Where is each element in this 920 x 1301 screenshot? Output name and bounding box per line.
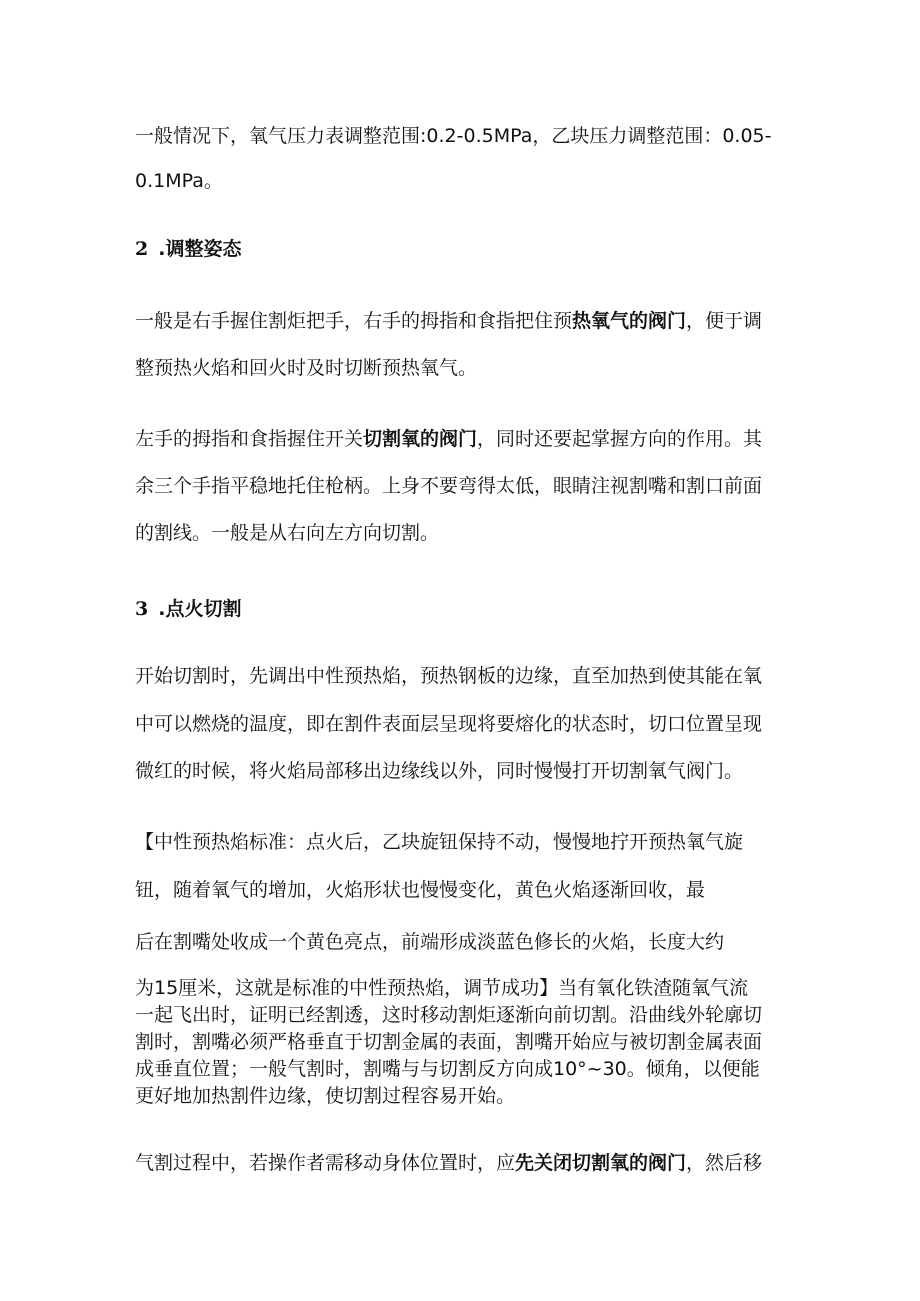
paragraph-line: 开始切割时，先调出中性预热焰，预热钢板的边缘，直至加热到使其能在氧 bbox=[135, 665, 763, 687]
paragraph-line: 整预热火焰和回火时及时切断预热氧气。 bbox=[135, 357, 478, 379]
paragraph-line: 的割线。一般是从右向左方向切割。 bbox=[135, 522, 440, 544]
section-title: .点火切割 bbox=[158, 598, 242, 620]
bold-text-span: 热氧气的阀门 bbox=[572, 310, 687, 332]
text-span: 左手的拇指和食指握住开关 bbox=[135, 428, 364, 450]
section-heading bbox=[135, 236, 241, 262]
text-span: 气割过程中，若操作者需移动身体位置时，应 bbox=[135, 1152, 516, 1174]
text-span: ，便于调 bbox=[686, 310, 763, 332]
paragraph-line: 一起飞出时，证明已经割透，这时移动割炬逐渐向前切割。沿曲线外轮廓切 bbox=[135, 1004, 763, 1026]
bold-text-span: 先关闭切割氧的阀门 bbox=[515, 1152, 687, 1174]
paragraph-line: 中可以燃烧的温度，即在割件表面层呈现将要熔化的状态时，切口位置呈现 bbox=[135, 713, 763, 735]
paragraph-line: 钮，随着氧气的增加，火焰形状也慢慢变化，黄色火焰逐渐回收，最 bbox=[135, 879, 706, 901]
paragraph-line: 微红的时候，将火焰局部移出边缘线以外，同时慢慢打开切割氧气阀门。 bbox=[135, 760, 744, 782]
text-span: ，然后移 bbox=[686, 1152, 763, 1174]
text-span: ，同时还要起掌握方向的作用。其 bbox=[477, 428, 763, 450]
paragraph-line: 割时，割嘴必须严格垂直于切割金属的表面，割嘴开始应与被切割金属表面 bbox=[135, 1031, 763, 1053]
paragraph-line bbox=[135, 1150, 795, 1176]
bold-text-span: 切割氧的阀门 bbox=[363, 428, 478, 450]
section-heading bbox=[135, 596, 241, 622]
section-number: 3 bbox=[135, 598, 149, 620]
section-title: .调整姿态 bbox=[158, 238, 242, 260]
paragraph-line: 后在割嘴处收成一个黄色亮点，前端形成淡蓝色修长的火焰，长度大约 bbox=[135, 931, 725, 953]
text-span: 一般是右手握住割炬把手，右手的拇指和食指把住预 bbox=[135, 310, 573, 332]
paragraph-line: 余三个手指平稳地托住枪柄。上身不要弯得太低，眼睛注视割嘴和割口前面 bbox=[135, 475, 763, 497]
paragraph-line: 0.1MPa。 bbox=[135, 170, 223, 192]
paragraph-line: 【中性预热焰标准：点火后，乙块旋钮保持不动，慢慢地拧开预热氧气旋 bbox=[135, 831, 744, 853]
paragraph-line: 一般情况下，氧气压力表调整范围:0.2-0.5MPa，乙块压力调整范围：0.05- bbox=[135, 125, 772, 147]
paragraph-line bbox=[135, 308, 795, 334]
section-number: 2 bbox=[135, 238, 149, 260]
paragraph-line: 成垂直位置；一般气割时，割嘴与与切割反方向成10°~30。倾角，以便能 bbox=[135, 1058, 760, 1080]
paragraph-line: 为15厘米，这就是标准的中性预热焰，调节成功】当有氧化铁渣随氧气流 bbox=[135, 977, 749, 999]
paragraph-line: 更好地加热割件边缘，使切割过程容易开始。 bbox=[135, 1085, 516, 1107]
paragraph-line bbox=[135, 426, 795, 452]
